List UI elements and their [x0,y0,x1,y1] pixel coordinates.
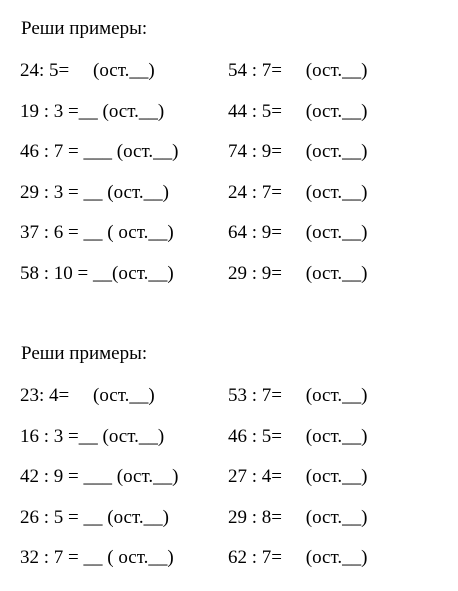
division-problem-left: 37 : 6 = __ ( ост.__) [20,222,174,243]
problem-row [0,466,458,507]
division-problem-right: 44 : 5= (ост.__) [228,100,368,122]
division-problem-right: 53 : 7= (ост.__) [228,385,368,406]
division-problem-left: 16 : 3 =__ (ост.__) [20,425,165,447]
section-heading: Реши примеры: [21,343,148,364]
division-problem-left: 58 : 10 = __(ост.__) [20,262,174,284]
division-problem-left: 19 : 3 =__ (ост.__) [20,100,165,122]
division-problem-right: 46 : 5= (ост.__) [228,425,368,447]
problem-row [0,60,458,101]
problem-row [0,547,458,588]
section-heading: Реши примеры: [21,18,148,39]
problem-row [0,385,458,426]
division-problem-right: 64 : 9= (ост.__) [228,222,368,243]
division-problem-left: 32 : 7 = __ ( ост.__) [20,547,174,568]
problem-list [0,385,458,588]
division-problem-left: 24: 5= (ост.__) [20,60,155,81]
problem-row [0,101,458,142]
problem-row [0,182,458,223]
division-problem-left: 46 : 7 = ___ (ост.__) [20,141,179,162]
problem-row [0,507,458,548]
division-problem-right: 62 : 7= (ост.__) [228,547,368,568]
division-problem-left: 42 : 9 = ___ (ост.__) [20,466,179,487]
division-problem-right: 27 : 4= (ост.__) [228,466,368,487]
division-problem-left: 23: 4= (ост.__) [20,385,155,406]
problem-row [0,141,458,182]
problem-row [0,222,458,263]
problem-list [0,60,458,303]
division-problem-right: 74 : 9= (ост.__) [228,141,368,162]
problem-row [0,426,458,467]
division-problem-right: 29 : 9= (ост.__) [228,262,368,284]
division-problem-right: 54 : 7= (ост.__) [228,60,368,81]
problem-row [0,263,458,304]
division-problem-right: 29 : 8= (ост.__) [228,506,368,528]
division-problem-right: 24 : 7= (ост.__) [228,181,368,203]
division-problem-left: 29 : 3 = __ (ост.__) [20,181,169,203]
division-problem-left: 26 : 5 = __ (ост.__) [20,506,169,528]
